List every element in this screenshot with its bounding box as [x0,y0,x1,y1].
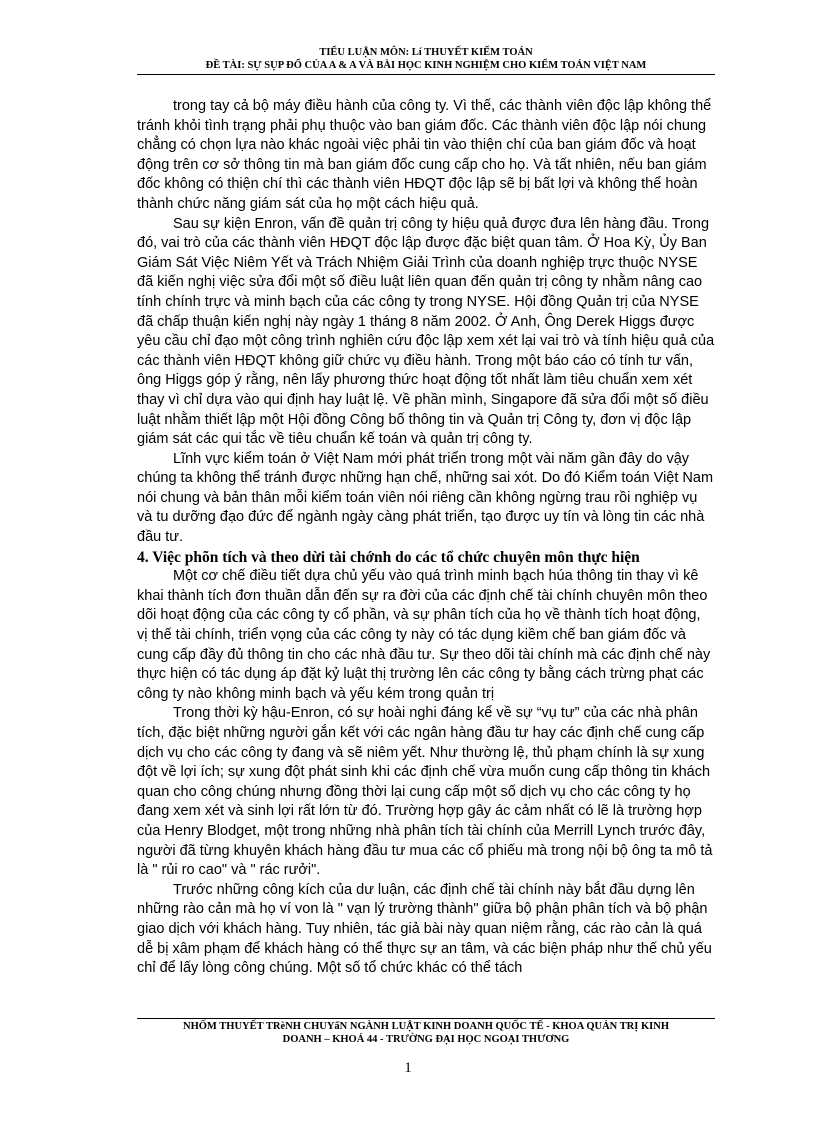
paragraph-post-enron: Trong thời kỳ hậu-Enron, có sự hoài nghi đáng kể về sự “vụ tư” của các nhà phân tích, đặc biệt những người gắn kết với các ngân hàng đầu tư hay các định chế cung cấp dịch vụ cho các công ty đang và sẽ niêm yết. Như thường lệ, thủ phạm chính là sự xung đột về lợi ích; sự xung đột phát sinh khi các định chế vừa muốn cung cấp thông tin khách quan cho công chúng nhưng đồng thời lại cung cấp một số dịch vụ cho các công ty họ đang xem xét và sinh lợi rất lớn từ đó. Trường hợp gây ác cảm nhất có lẽ là trường hợp của Henry Blodget, một trong những nhà phân tích tài chính của Merrill Lynch trước đây, người đã từng khuyên khách hàng đầu tư mua các cổ phiếu mà trong nội bộ ông ta mô tả là " rủi ro cao" và " rác rưởi". [137,705,713,879]
paragraph-regulatory-mechanism: Một cơ chế điều tiết dựa chủ yếu vào quá trình minh bạch húa thông tin thay vì kê khai thành tích đơn thuần dẫn đến sự ra đời của các định chế tài chính chuyên môn theo dõi hoạt động của các công ty cổ phần, và sự phân tích của họ về thành tích hoạt động, vị thế tài chính, triển vọng của các công ty này có tác dụng kiềm chế ban giám đốc và cung cấp đầy đủ thông tin cho các nhà đầu tư. Sự theo dõi tài chính mà các định chế này thực hiện có tác dụng áp đặt kỷ luật thị trường lên các công ty bằng cách trừng phạt các công ty nào không minh bạch và yếu kém trong quản trị [137,568,711,702]
page-number: 1 [404,1060,412,1076]
header-divider [137,74,715,75]
footer-group-line: NHỐM THUYẾT TRèNH CHUYấN NGÀNH LUẬT KINH DOANH QUỐC TẾ - KHOA QUẢN TRỊ KINH [183,1021,669,1032]
paragraph-after-enron: Sau sự kiện Enron, vấn đề quản trị công ty hiệu quả được đưa lên hàng đầu. Trong đó, vai trò của các thành viên HĐQT độc lập được đặc biệt quan tâm. Ở Hoa Kỳ, Ủy Ban Giám Sát Việc Niêm Yết và Trách Nhiệm Giải Trình của doanh nghiệp trực thuộc NYSE đã kiến nghị việc sửa đổi một số điều luật liên quan đến quản trị công ty nhằm nâng cao tính chính trực và minh bạch của các công ty trong NYSE. Hội đồng Quản trị của NYSE đã chấp thuận kiến nghị này ngày 1 tháng 8 năm 2002. Ở Anh, Ông Derek Higgs được yêu cầu chỉ đạo một công trình nghiên cứu độc lập xem xét lại vai trò và tính hiệu quả của các thành viên HĐQT không giữ chức vụ điều hành. Trong một báo cáo có tính tư vấn, ông Higgs góp ý rằng, nên lấy phương thức hoạt động tốt nhất làm tiêu chuẩn xem xét thay vì chỉ dựa vào qui định hay luật lệ. Về phần mình, Singapore đã sửa đổi một số điều luật nhằm thiết lập một Hội đồng Công bố thông tin và Quản trị Công ty, đơn vị độc lập giám sát các qui tắc về tiêu chuẩn kế toán và quản trị công ty. [137,215,715,448]
header-course-title: TIỂU LUẬN MÔN: Lí THUYẾT KIỂM TOÁN [319,47,533,58]
document-body [137,97,715,979]
page-header [137,46,715,72]
paragraph-public-criticism: Trước những công kích của dư luận, các định chế tài chính này bắt đầu dựng lên những rào cản mà họ ví von là " vạn lý trường thành" giữa bộ phận phân tích và bộ phận giao dịch với khách hàng. Tuy nhiên, tác giả bài này quan niệm rằng, các rào cản là quá dễ bị xâm phạm để khách hàng có thể thực sự an tâm, và các biện pháp như thế chủ yếu chỉ để lấy lòng công chúng. Một số tổ chức khác có thể tách [137,881,712,977]
paragraph-independent-members: trong tay cả bộ máy điều hành của công ty. Vì thế, các thành viên độc lập không thể tránh khỏi tình trạng phải phụ thuộc vào ban giám đốc. Các thành viên độc lập nói chung chẳng có chọn lựa nào khác ngoài việc phải tin vào thiện chí của ban giám đốc và hoạt động trên cơ sở thông tin mà ban giám đốc cung cấp cho họ. Và tất nhiên, nếu ban giám đốc không có thiện chí thì các thành viên HĐQT độc lập sẽ bị bất lợi và không thể hoàn thành chức năng giám sát của họ một cách hiệu quả. [137,98,712,212]
footer-divider [137,1018,715,1019]
section-heading-4: 4. Việc phõn tích và theo dừi tài chớnh do các tổ chức chuyên môn thực hiện [137,548,640,566]
footer-school-line: DOANH – KHOÁ 44 - TRƯỜNG ĐẠI HỌC NGOẠI THƯƠNG [282,1034,570,1045]
header-topic-title: ĐỀ TÀI: SỰ SỤP ĐỔ CỦA A & A VÀ BÀI HỌC KINH NGHIỆM CHO KIỂM TOÁN VIỆT NAM [205,60,647,71]
page-footer [137,1020,715,1046]
paragraph-vietnam-audit: Lĩnh vực kiểm toán ở Việt Nam mới phát triển trong một vài năm gần đây do vậy chúng ta không thể tránh được những hạn chế, những sai xót. Do đó Kiểm toán Việt Nam nói chung và bản thân mỗi kiểm toán viên nói riêng cần không ngừng trau rồi nghiệp vụ và tu dưỡng đạo đức để ngành ngày càng phát triển, tạo được uy tín và lòng tin các nhà đầu tư. [137,450,714,546]
